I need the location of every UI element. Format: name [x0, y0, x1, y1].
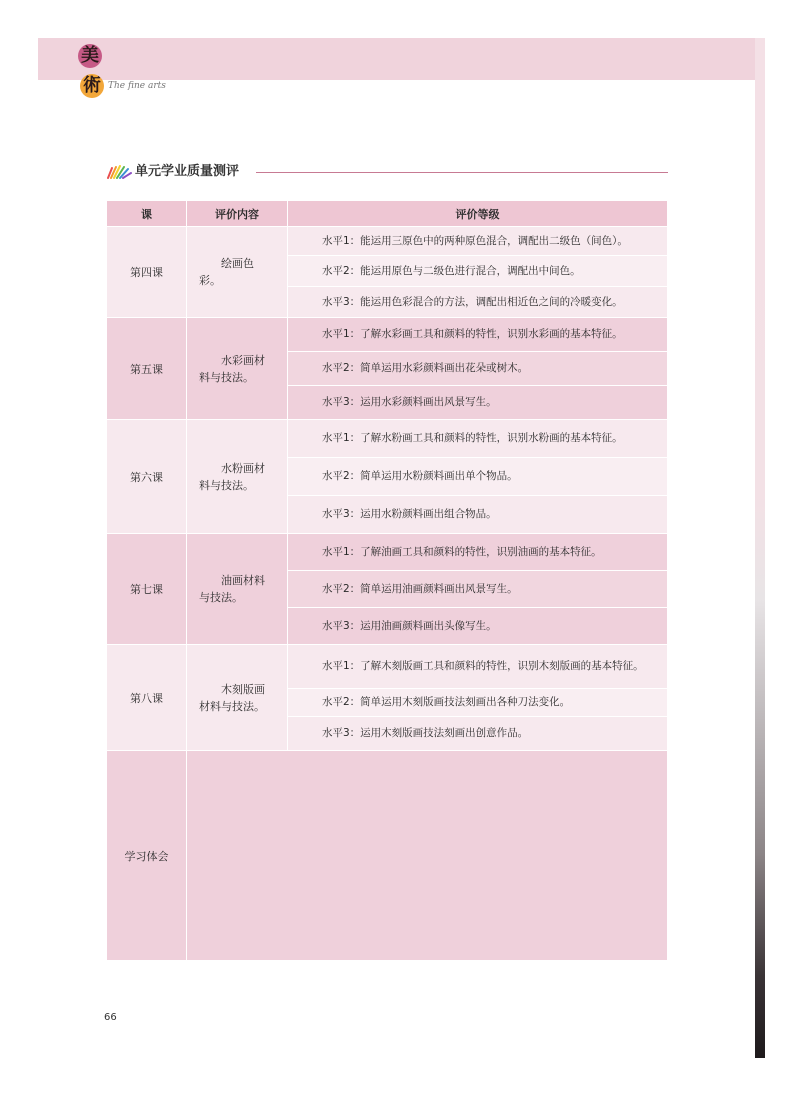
section-heading	[106, 162, 668, 182]
content-cell: 水彩画材料与技法。	[187, 318, 288, 420]
level-cell: 水平2：简单运用水彩颜料画出花朵或树木。	[288, 352, 668, 386]
level-cell: 水平3：能运用色彩混合的方法，调配出相近色之间的冷暖变化。	[288, 287, 668, 318]
logo-char-top: 美	[78, 44, 102, 68]
table-header-row	[107, 201, 668, 227]
reflection-row	[107, 751, 668, 961]
level-cell: 水平1：能运用三原色中的两种原色混合，调配出二级色（间色）。	[288, 227, 668, 256]
level-cell: 水平2：简单运用油画颜料画出风景写生。	[288, 571, 668, 608]
level-cell: 水平3：运用水粉颜料画出组合物品。	[288, 496, 668, 534]
level-cell: 水平1：了解水粉画工具和颜料的特性，识别水粉画的基本特征。	[288, 420, 668, 458]
fine-arts-logo	[78, 44, 106, 106]
content-cell: 绘画色彩。	[187, 227, 288, 318]
table-row	[107, 645, 668, 689]
page-number: 66	[104, 1012, 117, 1023]
header-level: 评价等级	[288, 201, 668, 227]
section-title: 单元学业质量测评	[135, 164, 240, 179]
content-cell: 水粉画材料与技法。	[187, 420, 288, 534]
level-cell: 水平2：能运用原色与二级色进行混合，调配出中间色。	[288, 256, 668, 287]
level-cell: 水平2：简单运用水粉颜料画出单个物品。	[288, 458, 668, 496]
level-cell: 水平3：运用木刻版画技法刻画出创意作品。	[288, 717, 668, 751]
lesson-cell: 第八课	[107, 645, 187, 751]
section-rule	[256, 172, 668, 173]
lesson-cell: 第四课	[107, 227, 187, 318]
header-band	[38, 38, 755, 80]
content-cell: 木刻版画材料与技法。	[187, 645, 288, 751]
table-row	[107, 420, 668, 458]
reflection-area[interactable]	[187, 751, 668, 961]
table-row	[107, 318, 668, 352]
lesson-cell: 第七课	[107, 534, 187, 645]
table-row	[107, 534, 668, 571]
page-edge-shadow	[755, 38, 765, 1058]
lesson-cell: 第五课	[107, 318, 187, 420]
level-cell: 水平1：了解木刻版画工具和颜料的特性，识别木刻版画的基本特征。	[288, 645, 668, 689]
header-lesson: 课	[107, 201, 187, 227]
rainbow-fan-icon	[106, 165, 132, 179]
logo-char-bottom: 術	[80, 74, 104, 98]
level-cell: 水平1：了解水彩画工具和颜料的特性，识别水彩画的基本特征。	[288, 318, 668, 352]
level-cell: 水平3：运用水彩颜料画出风景写生。	[288, 386, 668, 420]
reflection-label: 学习体会	[107, 751, 187, 961]
level-cell: 水平1：了解油画工具和颜料的特性，识别油画的基本特征。	[288, 534, 668, 571]
table-row	[107, 227, 668, 256]
header-content: 评价内容	[187, 201, 288, 227]
content-cell: 油画材料与技法。	[187, 534, 288, 645]
level-cell: 水平3：运用油画颜料画出头像写生。	[288, 608, 668, 645]
assessment-table	[106, 200, 668, 961]
lesson-cell: 第六课	[107, 420, 187, 534]
header-subtitle: The fine arts	[108, 81, 166, 91]
level-cell: 水平2：简单运用木刻版画技法刻画出各种刀法变化。	[288, 689, 668, 717]
